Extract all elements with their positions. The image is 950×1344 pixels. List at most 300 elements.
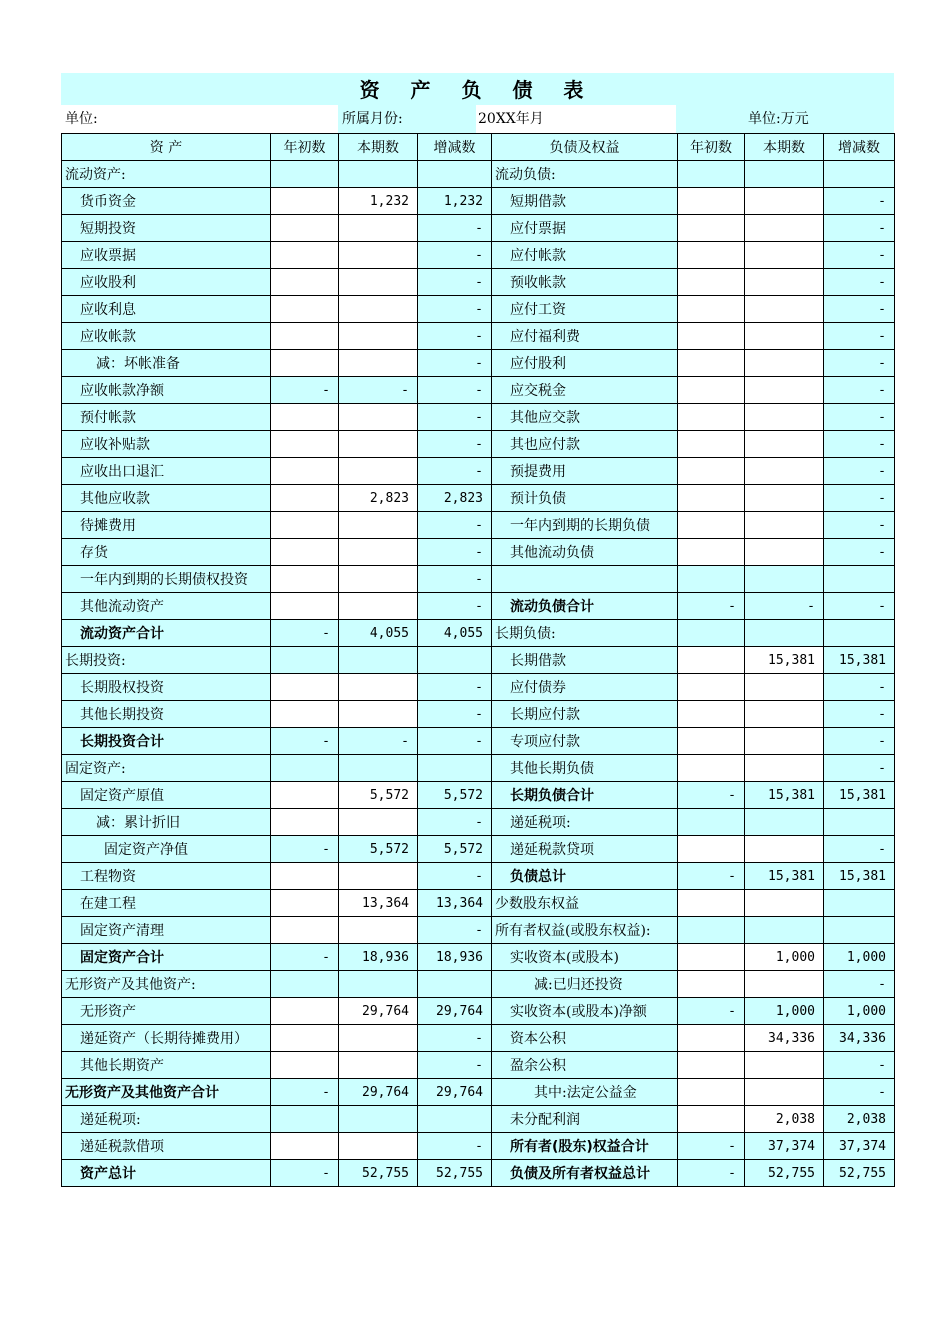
asset-current-value[interactable]: [339, 296, 418, 323]
asset-item-label: 递延税项:: [62, 1106, 271, 1133]
liability-current-value[interactable]: [745, 728, 824, 755]
liability-opening-value[interactable]: [678, 215, 745, 242]
asset-opening-value[interactable]: [271, 890, 339, 917]
liability-current-value[interactable]: [745, 890, 824, 917]
liability-item-label: 负债总计: [492, 863, 678, 890]
asset-opening-value: -: [271, 944, 339, 971]
liability-current-value[interactable]: [745, 404, 824, 431]
liability-item-label: 其他长期负债: [492, 755, 678, 782]
sheet-title: 资 产 负 债 表: [61, 73, 894, 105]
table-row: [62, 242, 895, 269]
asset-current-value[interactable]: [339, 323, 418, 350]
table-row: [62, 485, 895, 512]
asset-opening-value[interactable]: [271, 431, 339, 458]
asset-current-value[interactable]: [339, 809, 418, 836]
asset-opening-value[interactable]: [271, 215, 339, 242]
table-row: [62, 215, 895, 242]
asset-current-value[interactable]: [339, 269, 418, 296]
table-row: [62, 458, 895, 485]
info-row: [61, 105, 894, 133]
asset-item-label: 减：坏帐准备: [62, 350, 271, 377]
asset-current-value: [339, 971, 418, 998]
asset-opening-value[interactable]: [271, 512, 339, 539]
liability-change-value: -: [824, 485, 895, 512]
liability-change-value: -: [824, 836, 895, 863]
asset-current-value: -: [339, 728, 418, 755]
liability-current-value[interactable]: [745, 431, 824, 458]
asset-item-label: 流动资产:: [62, 161, 271, 188]
liability-current-value[interactable]: 34,336: [745, 1025, 824, 1052]
liability-change-value: -: [824, 755, 895, 782]
liability-item-label: 其他应交款: [492, 404, 678, 431]
liability-opening-value[interactable]: [678, 1052, 745, 1079]
liability-opening-value[interactable]: [678, 242, 745, 269]
asset-item-label: 待摊费用: [62, 512, 271, 539]
asset-item-label: 长期投资:: [62, 647, 271, 674]
liability-item-label: 所有者权益(或股东权益):: [492, 917, 678, 944]
asset-item-label: 其他流动资产: [62, 593, 271, 620]
table-row: [62, 188, 895, 215]
asset-current-value[interactable]: 5,572: [339, 782, 418, 809]
asset-change-value: -: [418, 728, 492, 755]
asset-change-value: -: [418, 539, 492, 566]
asset-change-value: -: [418, 1025, 492, 1052]
liability-opening-value[interactable]: [678, 755, 745, 782]
asset-current-value[interactable]: [339, 404, 418, 431]
asset-change-value: -: [418, 431, 492, 458]
table-row: [62, 1025, 895, 1052]
asset-change-value: -: [418, 377, 492, 404]
asset-current-value[interactable]: [339, 1133, 418, 1160]
table-row: [62, 998, 895, 1025]
liability-current-value[interactable]: [745, 539, 824, 566]
liability-opening-value: [678, 566, 745, 593]
liability-opening-value[interactable]: [678, 296, 745, 323]
table-row: [62, 836, 895, 863]
asset-opening-value: -: [271, 1160, 339, 1187]
liability-change-value: -: [824, 377, 895, 404]
asset-item-label: 流动资产合计: [62, 620, 271, 647]
asset-change-value: 13,364: [418, 890, 492, 917]
asset-current-value[interactable]: [339, 539, 418, 566]
asset-opening-value[interactable]: [271, 404, 339, 431]
liability-change-value: -: [824, 674, 895, 701]
liability-current-value[interactable]: [745, 971, 824, 998]
asset-opening-value[interactable]: [271, 296, 339, 323]
asset-change-value: -: [418, 1052, 492, 1079]
liability-opening-value[interactable]: [678, 728, 745, 755]
asset-change-value: [418, 1106, 492, 1133]
table-row: [62, 890, 895, 917]
asset-change-value: -: [418, 593, 492, 620]
liability-change-value: -: [824, 431, 895, 458]
asset-item-label: 长期股权投资: [62, 674, 271, 701]
balance-table: [61, 133, 895, 1187]
asset-change-value: [418, 755, 492, 782]
liability-opening-value: -: [678, 998, 745, 1025]
liability-opening-value[interactable]: [678, 836, 745, 863]
liability-change-value: [824, 161, 895, 188]
asset-current-value: [339, 755, 418, 782]
asset-item-label: 应收票据: [62, 242, 271, 269]
liability-change-value: -: [824, 458, 895, 485]
liability-item-label: 预计负债: [492, 485, 678, 512]
liability-current-value[interactable]: [745, 674, 824, 701]
liability-opening-value: [678, 161, 745, 188]
liability-item-label: 应付工资: [492, 296, 678, 323]
liability-opening-value[interactable]: [678, 323, 745, 350]
liability-current-value[interactable]: [745, 350, 824, 377]
asset-change-value: -: [418, 215, 492, 242]
table-row: [62, 1079, 895, 1106]
liability-item-label: 专项应付款: [492, 728, 678, 755]
liability-opening-value[interactable]: [678, 512, 745, 539]
liability-change-value: -: [824, 188, 895, 215]
asset-opening-value[interactable]: [271, 242, 339, 269]
asset-change-value: -: [418, 269, 492, 296]
asset-opening-value[interactable]: [271, 782, 339, 809]
asset-item-label: 固定资产合计: [62, 944, 271, 971]
asset-opening-value[interactable]: [271, 1052, 339, 1079]
liability-opening-value[interactable]: [678, 971, 745, 998]
asset-opening-value[interactable]: [271, 485, 339, 512]
table-row: [62, 728, 895, 755]
liability-item-label: 未分配利润: [492, 1106, 678, 1133]
liability-item-label: [492, 566, 678, 593]
liability-opening-value[interactable]: [678, 458, 745, 485]
liability-current-value[interactable]: [745, 485, 824, 512]
table-row: [62, 269, 895, 296]
asset-current-value[interactable]: 29,764: [339, 998, 418, 1025]
liability-opening-value[interactable]: [678, 377, 745, 404]
liability-current-value[interactable]: [745, 458, 824, 485]
asset-opening-value[interactable]: [271, 674, 339, 701]
asset-change-value: -: [418, 917, 492, 944]
asset-current-value[interactable]: [339, 863, 418, 890]
table-row: [62, 404, 895, 431]
table-row: [62, 620, 895, 647]
liability-change-value: -: [824, 539, 895, 566]
table-row: [62, 944, 895, 971]
asset-change-value: -: [418, 566, 492, 593]
asset-opening-value[interactable]: [271, 998, 339, 1025]
liability-current-value[interactable]: [745, 215, 824, 242]
liability-item-label: 其也应付款: [492, 431, 678, 458]
asset-opening-value[interactable]: [271, 1025, 339, 1052]
asset-opening-value: -: [271, 836, 339, 863]
asset-change-value: 1,232: [418, 188, 492, 215]
liability-item-label: 应付福利费: [492, 323, 678, 350]
asset-current-value[interactable]: [339, 1052, 418, 1079]
liability-opening-value[interactable]: [678, 431, 745, 458]
header-liabilities: 负债及权益: [492, 134, 678, 161]
header-assets-opening: 年初数: [271, 134, 339, 161]
asset-item-label: 在建工程: [62, 890, 271, 917]
liability-change-value: -: [824, 215, 895, 242]
liability-opening-value[interactable]: [678, 647, 745, 674]
header-assets-change: 增减数: [418, 134, 492, 161]
liability-change-value: -: [824, 296, 895, 323]
liability-current-value: [745, 809, 824, 836]
period-label: 所属月份:: [338, 105, 476, 133]
liability-change-value: 34,336: [824, 1025, 895, 1052]
table-row: [62, 377, 895, 404]
header-row: [62, 134, 895, 161]
liability-change-value: [824, 620, 895, 647]
asset-opening-value: [271, 971, 339, 998]
liability-item-label: 预收帐款: [492, 269, 678, 296]
liability-current-value[interactable]: [745, 755, 824, 782]
asset-item-label: 应收出口退汇: [62, 458, 271, 485]
asset-change-value: -: [418, 242, 492, 269]
liability-item-label: 应付债券: [492, 674, 678, 701]
asset-change-value: -: [418, 701, 492, 728]
asset-change-value: -: [418, 404, 492, 431]
table-row: [62, 1106, 895, 1133]
asset-current-value[interactable]: [339, 917, 418, 944]
table-row: [62, 1160, 895, 1187]
header-assets-current: 本期数: [339, 134, 418, 161]
asset-opening-value[interactable]: [271, 863, 339, 890]
balance-sheet: [61, 73, 894, 1187]
liability-item-label: 负债及所有者权益总计: [492, 1160, 678, 1187]
asset-item-label: 固定资产原值: [62, 782, 271, 809]
liability-current-value: -: [745, 593, 824, 620]
liability-opening-value[interactable]: [678, 350, 745, 377]
asset-current-value[interactable]: [339, 215, 418, 242]
asset-item-label: 其他长期投资: [62, 701, 271, 728]
liability-opening-value[interactable]: [678, 188, 745, 215]
liability-opening-value: -: [678, 1160, 745, 1187]
liability-current-value[interactable]: [745, 296, 824, 323]
asset-current-value[interactable]: 1,232: [339, 188, 418, 215]
liability-opening-value[interactable]: [678, 1106, 745, 1133]
asset-opening-value: -: [271, 620, 339, 647]
liability-item-label: 其他流动负债: [492, 539, 678, 566]
liability-item-label: 短期借款: [492, 188, 678, 215]
liability-opening-value[interactable]: [678, 701, 745, 728]
liability-opening-value: [678, 809, 745, 836]
table-row: [62, 647, 895, 674]
asset-opening-value[interactable]: [271, 566, 339, 593]
asset-current-value: [339, 1106, 418, 1133]
liability-item-label: 长期应付款: [492, 701, 678, 728]
liability-current-value[interactable]: [745, 188, 824, 215]
asset-item-label: 固定资产清理: [62, 917, 271, 944]
asset-change-value: [418, 161, 492, 188]
asset-change-value: -: [418, 674, 492, 701]
liability-opening-value: -: [678, 593, 745, 620]
asset-change-value: [418, 647, 492, 674]
asset-change-value: 18,936: [418, 944, 492, 971]
liability-current-value[interactable]: [745, 1079, 824, 1106]
asset-current-value[interactable]: 13,364: [339, 890, 418, 917]
asset-change-value: -: [418, 512, 492, 539]
asset-opening-value[interactable]: [271, 323, 339, 350]
liability-current-value: [745, 161, 824, 188]
liability-current-value[interactable]: 1,000: [745, 944, 824, 971]
unit-label[interactable]: 单位:: [61, 105, 338, 133]
table-row: [62, 755, 895, 782]
table-row: [62, 350, 895, 377]
asset-current-value[interactable]: [339, 593, 418, 620]
table-row: [62, 971, 895, 998]
asset-opening-value[interactable]: [271, 188, 339, 215]
liability-opening-value[interactable]: [678, 674, 745, 701]
table-row: [62, 431, 895, 458]
header-assets: 资 产: [62, 134, 271, 161]
asset-opening-value[interactable]: [271, 701, 339, 728]
asset-current-value: 52,755: [339, 1160, 418, 1187]
asset-opening-value: -: [271, 728, 339, 755]
liability-item-label: 应付股利: [492, 350, 678, 377]
asset-item-label: 无形资产: [62, 998, 271, 1025]
liability-current-value[interactable]: [745, 701, 824, 728]
liability-change-value: -: [824, 242, 895, 269]
liability-opening-value[interactable]: [678, 944, 745, 971]
liability-change-value: -: [824, 1052, 895, 1079]
currency-unit: 单位:万元: [676, 105, 894, 133]
asset-current-value[interactable]: [339, 674, 418, 701]
asset-opening-value[interactable]: [271, 809, 339, 836]
liability-opening-value[interactable]: [678, 539, 745, 566]
table-row: [62, 296, 895, 323]
asset-current-value[interactable]: [339, 458, 418, 485]
liability-current-value: [745, 917, 824, 944]
asset-change-value: 2,823: [418, 485, 492, 512]
liability-opening-value: [678, 917, 745, 944]
liability-change-value: [824, 890, 895, 917]
asset-current-value[interactable]: [339, 566, 418, 593]
table-row: [62, 782, 895, 809]
liability-opening-value[interactable]: [678, 485, 745, 512]
asset-change-value: -: [418, 350, 492, 377]
asset-opening-value[interactable]: [271, 593, 339, 620]
asset-item-label: 其他应收款: [62, 485, 271, 512]
asset-item-label: 存货: [62, 539, 271, 566]
asset-item-label: 递延资产（长期待摊费用）: [62, 1025, 271, 1052]
asset-item-label: 无形资产及其他资产合计: [62, 1079, 271, 1106]
asset-item-label: 预付帐款: [62, 404, 271, 431]
liability-current-value[interactable]: [745, 323, 824, 350]
asset-opening-value[interactable]: [271, 1133, 339, 1160]
table-row: [62, 863, 895, 890]
liability-current-value: [745, 620, 824, 647]
liability-opening-value[interactable]: [678, 1025, 745, 1052]
liability-opening-value: -: [678, 1133, 745, 1160]
liability-item-label: 应付帐款: [492, 242, 678, 269]
liability-item-label: 少数股东权益: [492, 890, 678, 917]
table-row: [62, 161, 895, 188]
asset-change-value: [418, 971, 492, 998]
asset-opening-value[interactable]: [271, 350, 339, 377]
asset-current-value[interactable]: 2,823: [339, 485, 418, 512]
table-row: [62, 674, 895, 701]
liability-item-label: 长期负债:: [492, 620, 678, 647]
liability-current-value[interactable]: 15,381: [745, 647, 824, 674]
liability-opening-value[interactable]: [678, 269, 745, 296]
liability-opening-value[interactable]: [678, 1079, 745, 1106]
asset-opening-value: -: [271, 377, 339, 404]
asset-current-value: 4,055: [339, 620, 418, 647]
liability-current-value[interactable]: [745, 836, 824, 863]
asset-item-label: 短期投资: [62, 215, 271, 242]
asset-current-value[interactable]: [339, 431, 418, 458]
asset-opening-value[interactable]: [271, 458, 339, 485]
asset-item-label: 资产总计: [62, 1160, 271, 1187]
liability-change-value: 15,381: [824, 782, 895, 809]
asset-item-label: 一年内到期的长期债权投资: [62, 566, 271, 593]
asset-item-label: 减：累计折旧: [62, 809, 271, 836]
asset-opening-value[interactable]: [271, 269, 339, 296]
liability-item-label: 长期借款: [492, 647, 678, 674]
liability-change-value: 15,381: [824, 863, 895, 890]
asset-item-label: 递延税款借项: [62, 1133, 271, 1160]
asset-item-label: 应收补贴款: [62, 431, 271, 458]
asset-current-value: [339, 647, 418, 674]
liability-change-value: 1,000: [824, 944, 895, 971]
liability-current-value: 52,755: [745, 1160, 824, 1187]
liability-opening-value[interactable]: [678, 404, 745, 431]
asset-item-label: 固定资产净值: [62, 836, 271, 863]
liability-change-value: -: [824, 323, 895, 350]
liability-change-value: 37,374: [824, 1133, 895, 1160]
table-row: [62, 512, 895, 539]
liability-change-value: -: [824, 728, 895, 755]
asset-opening-value: -: [271, 1079, 339, 1106]
liability-current-value: 37,374: [745, 1133, 824, 1160]
asset-current-value[interactable]: [339, 512, 418, 539]
liability-current-value[interactable]: [745, 269, 824, 296]
asset-current-value[interactable]: [339, 1025, 418, 1052]
liability-item-label: 实收资本(或股本)净额: [492, 998, 678, 1025]
liability-current-value[interactable]: [745, 1052, 824, 1079]
asset-opening-value[interactable]: [271, 917, 339, 944]
liability-current-value: 15,381: [745, 863, 824, 890]
asset-current-value: -: [339, 377, 418, 404]
liability-item-label: 递延税款贷项: [492, 836, 678, 863]
liability-item-label: 实收资本(或股本): [492, 944, 678, 971]
asset-item-label: 货币资金: [62, 188, 271, 215]
liability-current-value[interactable]: [745, 242, 824, 269]
liability-current-value[interactable]: [745, 512, 824, 539]
table-row: [62, 566, 895, 593]
liability-change-value: 52,755: [824, 1160, 895, 1187]
liability-opening-value: -: [678, 782, 745, 809]
liability-change-value: -: [824, 701, 895, 728]
liability-item-label: 递延税项:: [492, 809, 678, 836]
liability-change-value: -: [824, 1079, 895, 1106]
liability-change-value: -: [824, 971, 895, 998]
asset-change-value: -: [418, 863, 492, 890]
asset-current-value: [339, 161, 418, 188]
liability-current-value[interactable]: [745, 377, 824, 404]
liability-opening-value[interactable]: [678, 890, 745, 917]
liability-item-label: 资本公积: [492, 1025, 678, 1052]
liability-current-value[interactable]: 2,038: [745, 1106, 824, 1133]
table-row: [62, 323, 895, 350]
asset-change-value: 29,764: [418, 998, 492, 1025]
asset-opening-value[interactable]: [271, 539, 339, 566]
header-liab-opening: 年初数: [678, 134, 745, 161]
asset-current-value[interactable]: [339, 242, 418, 269]
table-row: [62, 593, 895, 620]
period-value[interactable]: 20XX年月: [476, 105, 676, 133]
asset-current-value[interactable]: [339, 350, 418, 377]
liability-change-value: -: [824, 404, 895, 431]
liability-item-label: 其中:法定公益金: [492, 1079, 678, 1106]
asset-current-value[interactable]: [339, 701, 418, 728]
